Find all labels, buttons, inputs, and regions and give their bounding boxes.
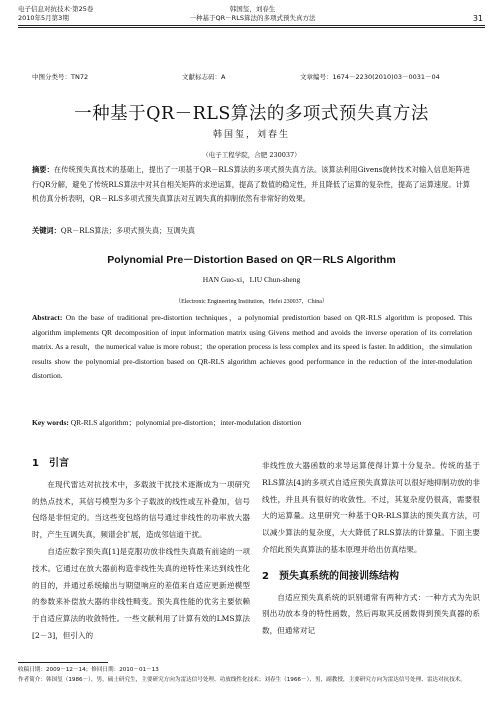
abstract-zh	[32, 163, 470, 207]
header-rule-thick	[18, 25, 485, 26]
keywords-zh	[32, 226, 195, 236]
section-2-heading: 2 预失真系统的间接训练结构	[262, 570, 399, 582]
header-title: 一种基于QR－RLS算法的多项式预失真方法	[189, 14, 316, 22]
document-code: 文献标志码：A	[182, 73, 226, 81]
abstract-zh-label: 摘要：	[32, 165, 54, 174]
journal-name: 电子信息对抗技术·第25卷	[18, 5, 94, 13]
abstract-zh-text: 在传统预失真技术的基础上，提出了一项基于QR－RLS算法的多项式预失真方法。该算法利用Givens旋转技术对输入信息矩阵进行QR分解，避免了传统RLS算法中对其自相关矩阵的求逆运算，提高了数值的稳定性，并且降低了运算的复杂性，提高了运算速度。计算机仿真分析表明，QR－RLS多项式预失真算法对互调失真的抑制依然有非常好的效果。	[32, 165, 470, 203]
running-header-center	[165, 5, 340, 23]
affiliation-zh: （电子工程学院，合肥 230037）	[202, 151, 301, 159]
paper-title-zh: 一种基于QR－RLS算法的多项式预失真方法	[74, 104, 429, 124]
journal-issue: 2010年5月第3期	[18, 14, 69, 22]
header-rule-thin	[18, 27, 485, 28]
author-bio: 作者简介：韩国玺（1986－），男，硕士研究生，主要研究方向为雷达信号处理、功放线性化技术；刘春生（1966－），男，副教授，主要研究方向为雷达信号处理、雷达对抗技术。	[18, 676, 466, 683]
clc-number: 中图分类号：TN72	[32, 73, 89, 81]
section-1-paragraph-1: 在现代雷达对抗技术中，多载波干扰技术逐渐成为一项研究的热点技术，其信号模型为多个子载波的线性或互补叠加，信号包络是非恒定的。当这些变包络的信号通过非线性的功率放大器时，产生互调失真，频谱会扩展，造成邻信道干扰。	[32, 479, 250, 540]
header-authors: 韩国玺，刘春生	[229, 5, 276, 13]
keywords-en-label: Key words:	[32, 418, 69, 427]
affiliation-en: （Electronic Engineering Institution，Hefei 230037，China）	[175, 299, 328, 305]
keywords-zh-label: 关键词：	[32, 226, 61, 235]
paper-title-en: Polynomial Pre－Distortion Based on QR－RLS Algorithm	[107, 254, 396, 266]
footnote-rule	[18, 662, 108, 663]
section-1-heading: 1 引言	[32, 458, 69, 469]
keywords-zh-text: QR－RLS算法；多项式预失真；互调失真	[60, 226, 195, 235]
authors-zh: 韩国玺，刘春生	[212, 130, 290, 140]
running-header-left	[18, 5, 93, 23]
section-1-paragraph-2: 自适应数字预失真[1]是克服功放非线性失真最有前途的一项技术。它通过在放大器前构造非线性失真的逆特性来达到线性化的目的，并通过系统输出与期望响应的差值来自适应更新逆模型的参数来补偿放大器的非线性畸变。预失真性能的优劣主要依赖于自适应算法的收敛特性。一些文献利用了计算有效的LMS算法[2－3]，但引入的	[32, 546, 250, 640]
section-2-paragraph-1: 自适应预失真系统的识别通常有两种方式：一种方式为先识别出功放本身的特性函数，然后再取其反函数得到预失真器的系数，但通常对记	[262, 592, 480, 636]
article-number: 文章编号：1674－2230(2010)03－0031－04	[300, 73, 440, 81]
footnote	[18, 666, 488, 685]
body-right-column	[262, 458, 480, 640]
page-number: 31	[472, 14, 483, 23]
abstract-en-text: On the base of traditional pre-distortion techniques，a polynomial predistortion based on QR-RLS algorithm is proposed. This algorithm implements QR decomposition of input information matrix using Givens method and avoids the inverse operation of its correlation matrix. As a result，the numerical value is more robust；the operation process is less complex and its speed is faster. In addition，the simulation results show the polynomial pre-distortion based on QR-RLS algorithm achieves good performance in the reduction of the inter-modulation distortion.	[32, 313, 472, 380]
keywords-en	[32, 417, 301, 428]
abstract-en-label: Abstract:	[32, 313, 63, 322]
abstract-en	[32, 311, 472, 384]
keywords-en-text: QR-RLS algorithm；polynomial pre-distortion；inter-modulation distortion	[70, 418, 302, 427]
right-column-paragraph-1: 非线性放大器函数的求导运算使得计算十分复杂。传统的基于RLS算法[4]的多项式自适应预失真算法可以很好地抑制功放的非线性，并且具有很好的收敛性。不过，其复杂度仍很高，需要很大的运算量。这里研究一种基于QR-RLS算法的预失真方法，可以减少算法的复杂度，大大降低了RLS算法的计算量。下面主要介绍此预失真算法的基本原理并给出仿真结果。	[262, 461, 480, 554]
received-date: 收稿日期：2009－12－14；修回日期：2010－01－13	[18, 667, 159, 673]
body-left-column	[32, 456, 250, 645]
authors-en: HAN Guo-xi，LIU Chun-sheng	[202, 275, 301, 284]
